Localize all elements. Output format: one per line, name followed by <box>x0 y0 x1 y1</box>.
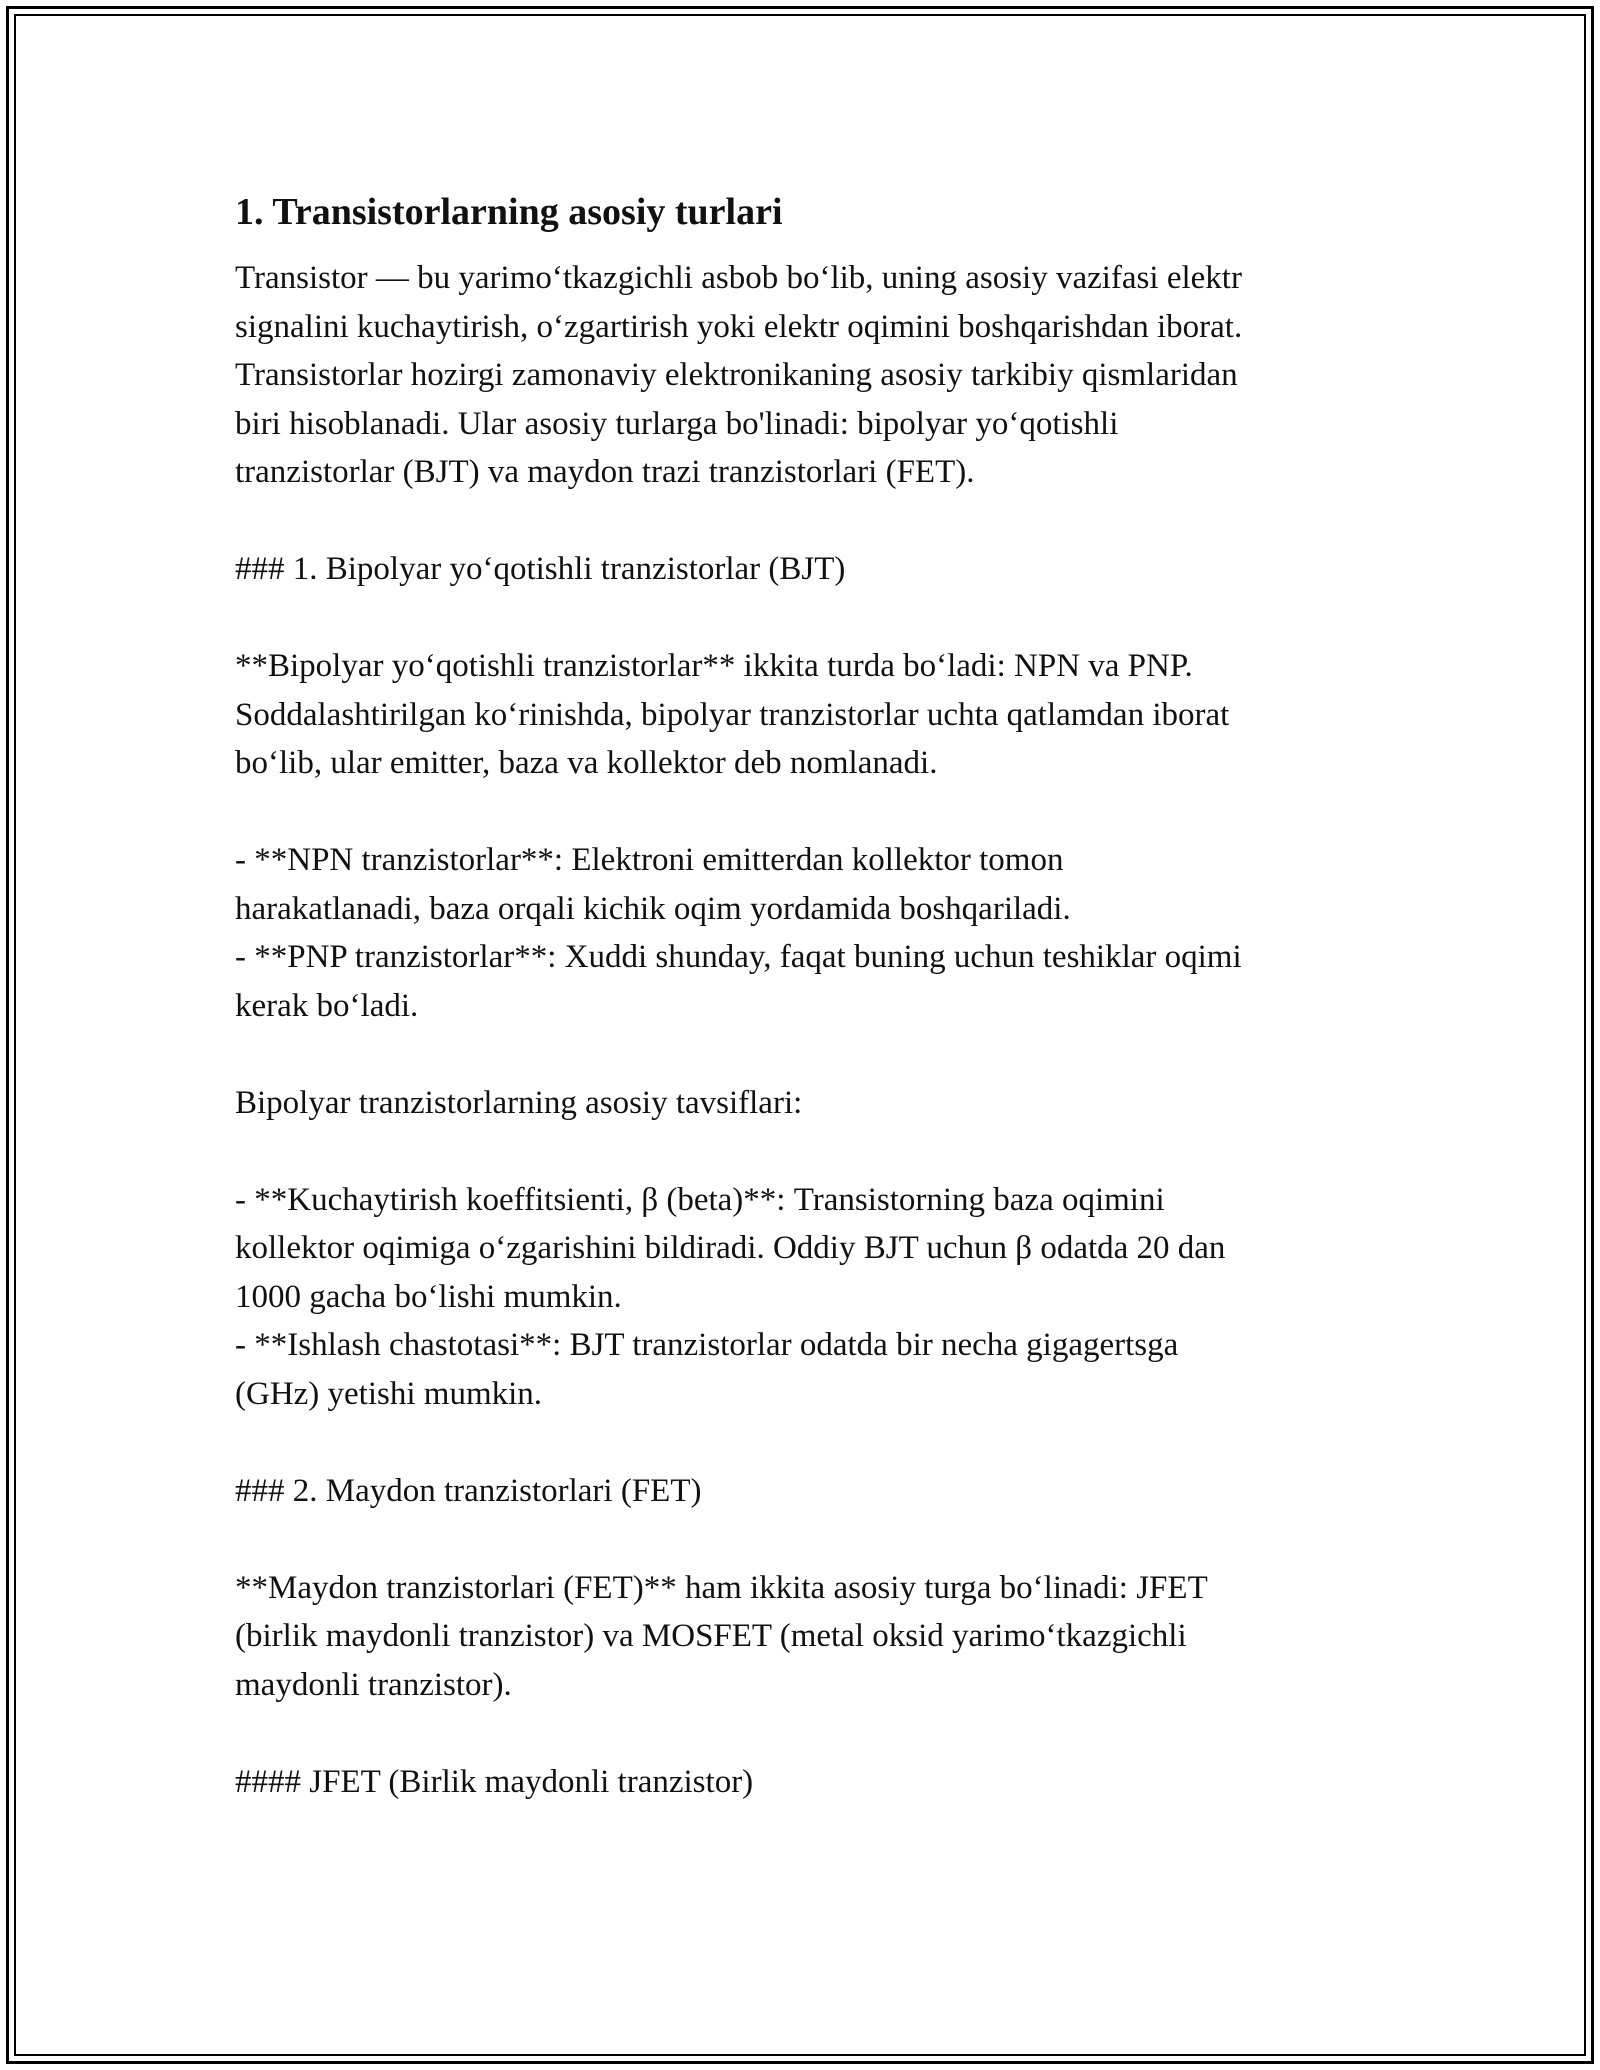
text-line: (GHz) yetishi mumkin. <box>235 1375 543 1412</box>
text-line: ### 2. Maydon tranzistorlari (FET) <box>235 1472 702 1509</box>
text-line: **Maydon tranzistorlari (FET)** ham ikkita asosiy turga bo‘linadi: JFET <box>235 1569 1208 1606</box>
heading-bjt <box>235 545 1365 594</box>
paragraph-bjt-features-intro <box>235 1079 1365 1128</box>
document-title: 1. Transistorlarning asosiy turlari <box>235 191 783 233</box>
text-line: Bipolyar tranzistorlarning asosiy tavsiflari: <box>235 1084 803 1121</box>
text-line: kollektor oqimiga o‘zgarishini bildiradi. Oddiy BJT uchun β odatda 20 dan <box>235 1230 1226 1266</box>
text-line: #### JFET (Birlik maydonli tranzistor) <box>235 1763 754 1800</box>
list-npn-pnp <box>235 836 1365 1030</box>
list-bjt-features <box>235 1176 1365 1419</box>
text-line: - **Ishlash chastotasi**: BJT tranzistorlar odatda bir necha gigagertsga <box>235 1327 1179 1363</box>
text-line: ### 1. Bipolyar yo‘qotishli tranzistorlar (BJT) <box>235 551 846 587</box>
text-line: tranzistorlar (BJT) va maydon trazi tranzistorlari (FET). <box>235 454 975 490</box>
text-line: - **Kuchaytirish koeffitsienti, β (beta)**: Transistorning baza oqimini <box>235 1181 1165 1218</box>
text-line: (birlik maydonli tranzistor) va MOSFET (metal oksid yarimo‘tkazgichli <box>235 1618 1187 1654</box>
text-line: 1000 gacha bo‘lishi mumkin. <box>235 1278 622 1315</box>
text-line: kerak bo‘ladi. <box>235 987 419 1024</box>
paragraph-bjt-types <box>235 642 1365 788</box>
text-line: signalini kuchaytirish, o‘zgartirish yoki elektr oqimini boshqarishdan iborat. <box>235 308 1243 345</box>
heading-fet <box>235 1467 1365 1516</box>
text-line: **Bipolyar yo‘qotishli tranzistorlar** ikkita turda bo‘ladi: NPN va PNP. <box>235 648 1193 684</box>
paragraph-fet-types <box>235 1564 1365 1710</box>
text-line: bo‘lib, ular emitter, baza va kollektor deb nomlanadi. <box>235 745 938 781</box>
text-line: - **NPN tranzistorlar**: Elektroni emitterdan kollektor tomon <box>235 842 1064 878</box>
text-line: maydonli tranzistor). <box>235 1666 512 1703</box>
text-line: Transistor — bu yarimo‘tkazgichli asbob bo‘lib, uning asosiy vazifasi elektr <box>235 260 1242 296</box>
paragraph-intro <box>235 254 1365 497</box>
document-body <box>235 188 1365 1855</box>
text-line: harakatlanadi, baza orqali kichik oqim yordamida boshqariladi. <box>235 890 1071 927</box>
text-line: Transistorlar hozirgi zamonaviy elektronikaning asosiy tarkibiy qismlaridan <box>235 357 1238 393</box>
text-line: biri hisoblanadi. Ular asosiy turlarga bo'linadi: bipolyar yo‘qotishli <box>235 405 1119 442</box>
text-line: Soddalashtirilgan ko‘rinishda, bipolyar tranzistorlar uchta qatlamdan iborat <box>235 696 1230 733</box>
heading-jfet <box>235 1758 1365 1807</box>
text-line: - **PNP tranzistorlar**: Xuddi shunday, faqat buning uchun teshiklar oqimi <box>235 939 1242 975</box>
